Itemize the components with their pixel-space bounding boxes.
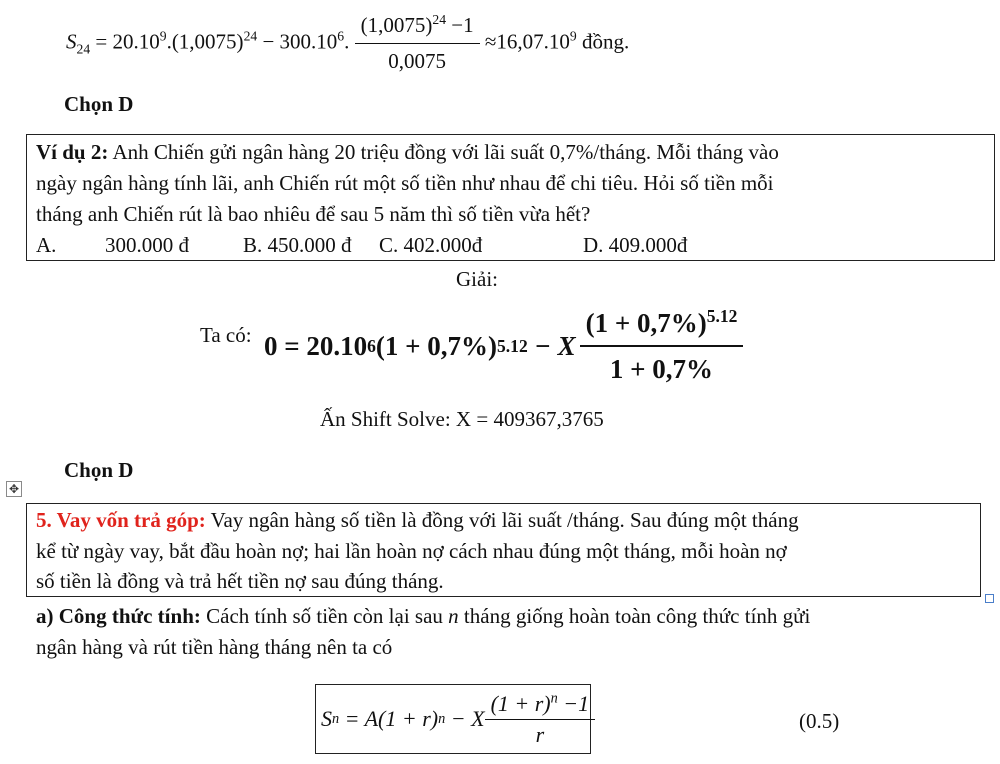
formula-box-num-text: (1 + r) bbox=[490, 690, 551, 716]
shift-solve-value: 409367,3765 bbox=[493, 407, 604, 431]
formula-var-n: n bbox=[448, 604, 459, 628]
formula-box-fraction-den: r bbox=[535, 721, 545, 747]
formula-box-num-tail: −1 bbox=[557, 690, 590, 716]
resize-handle-icon[interactable] bbox=[985, 594, 994, 603]
equation-main: 0 = 20.10 6 (1 + 0,7%) 5.12 − X $\frac{(1 + 0,7\%)^{5.12}}{1 + 0,7\%}$ bbox=[264, 306, 743, 386]
answer-choice-1: Chọn D bbox=[64, 92, 134, 116]
formula-s24 bbox=[66, 10, 629, 77]
ta-co-label: Ta có: bbox=[200, 323, 252, 347]
formula-box-paren: (1 + r) bbox=[378, 706, 439, 731]
section-5-line-1-text: Vay ngân hàng số tiền là đồng với lãi suất /tháng. Sau đúng một tháng bbox=[205, 508, 799, 532]
formula-description-line-2: ngân hàng và rút tiền hàng tháng nên ta có bbox=[36, 635, 393, 659]
section-5-line-2: kể từ ngày vay, bắt đầu hoàn nợ; hai lần hoàn nợ cách nhau đúng một tháng, mỗi hoàn nợ bbox=[36, 539, 787, 563]
shift-solve-line bbox=[320, 404, 604, 435]
equation-fraction-num bbox=[580, 303, 744, 347]
formula-line-1-a: Cách tính số tiền còn lại sau bbox=[200, 604, 449, 628]
equation-fraction bbox=[580, 303, 744, 389]
formula-box-fraction-num bbox=[485, 691, 596, 720]
example-2-line-2: ngày ngân hàng tính lãi, anh Chiến rút một số tiền như nhau để chi tiêu. Hỏi số tiền mỗi bbox=[36, 171, 774, 195]
shift-solve-label: Ấn Shift Solve: X = bbox=[320, 407, 494, 431]
example-2-line-3: tháng anh Chiến rút là bao nhiêu để sau 5 năm thì số tiền vừa hết? bbox=[36, 202, 591, 226]
equation-fraction-num-text: (1 + 0,7%) bbox=[585, 308, 707, 338]
formula-s24-unit: đồng. bbox=[576, 29, 630, 54]
section-5-line-3: số tiền là đồng và trả hết tiền nợ sau đúng tháng. bbox=[36, 569, 444, 593]
answer-choice-2: Chọn D bbox=[64, 458, 134, 482]
formula-s24-fraction bbox=[355, 10, 480, 77]
formula-s24-result-sup: 9 bbox=[569, 28, 577, 44]
formula-box-num-sup: n bbox=[550, 690, 558, 707]
formula-s24-part2-sup: 24 bbox=[243, 28, 258, 44]
option-b: B. 450.000 đ bbox=[243, 233, 352, 257]
formula-s24-part1: = 20.10 bbox=[95, 29, 160, 54]
formula-section-label: a) Công thức tính: bbox=[36, 604, 201, 628]
formula-line-1-b: tháng giống hoàn toàn công thức tính gửi bbox=[458, 604, 811, 628]
example-2-line-1-text: Anh Chiến gửi ngân hàng 20 triệu đồng với lãi suất 0,7%/tháng. Mỗi tháng vào bbox=[108, 140, 779, 164]
formula-box-content: S n = A (1 + r) n − X $\frac{(1 + r)^n -1}{r}$ bbox=[321, 684, 595, 754]
equation-lhs: 0 = 20.10 bbox=[264, 331, 368, 361]
formula-box-eq: = A bbox=[339, 706, 379, 731]
equation-number: (0.5) bbox=[799, 709, 840, 733]
formula-s24-num-sup: 24 bbox=[432, 12, 447, 27]
formula-s24-result: ≈16,07.10 bbox=[484, 29, 570, 54]
equation-fraction-num-sup: 5.12 bbox=[706, 306, 738, 326]
formula-s24-part4: . bbox=[344, 29, 350, 54]
formula-s24-fraction-den: 0,0075 bbox=[388, 49, 446, 73]
formula-s24-lhs: S bbox=[66, 29, 77, 54]
formula-s24-part3: − 300.10 bbox=[257, 29, 338, 54]
formula-s24-fraction-num bbox=[355, 10, 480, 44]
example-2-line-1 bbox=[36, 137, 779, 168]
option-a: 300.000 đ bbox=[105, 233, 189, 257]
formula-s24-part2: .(1,0075) bbox=[166, 29, 244, 54]
formula-s24-part1-sup: 9 bbox=[159, 28, 167, 44]
formula-box-fraction bbox=[485, 691, 596, 748]
formula-box-minus-x: − X bbox=[445, 706, 485, 731]
formula-description-line-1 bbox=[36, 601, 810, 632]
formula-s24-num-text: (1,0075) bbox=[360, 13, 433, 37]
move-anchor-icon[interactable]: ✥ bbox=[6, 481, 22, 497]
section-5-line-1 bbox=[36, 505, 799, 536]
solution-title: Giải: bbox=[456, 267, 498, 291]
formula-s24-lhs-sub: 24 bbox=[76, 41, 91, 57]
option-d: D. 409.000đ bbox=[583, 233, 688, 257]
equation-minus-x: − X bbox=[527, 331, 576, 361]
example-2-label: Ví dụ 2: bbox=[36, 140, 109, 164]
formula-box-lhs: S bbox=[321, 706, 332, 731]
equation-mid: (1 + 0,7%) bbox=[375, 331, 498, 361]
equation-fraction-den: 1 + 0,7% bbox=[609, 354, 714, 384]
formula-s24-num-tail: −1 bbox=[446, 13, 474, 37]
option-a-label: A. bbox=[36, 233, 57, 257]
section-5-title: 5. Vay vốn trả góp: bbox=[36, 508, 206, 532]
option-c: C. 402.000đ bbox=[379, 233, 483, 257]
formula-s24-part3-sup: 6 bbox=[337, 28, 345, 44]
